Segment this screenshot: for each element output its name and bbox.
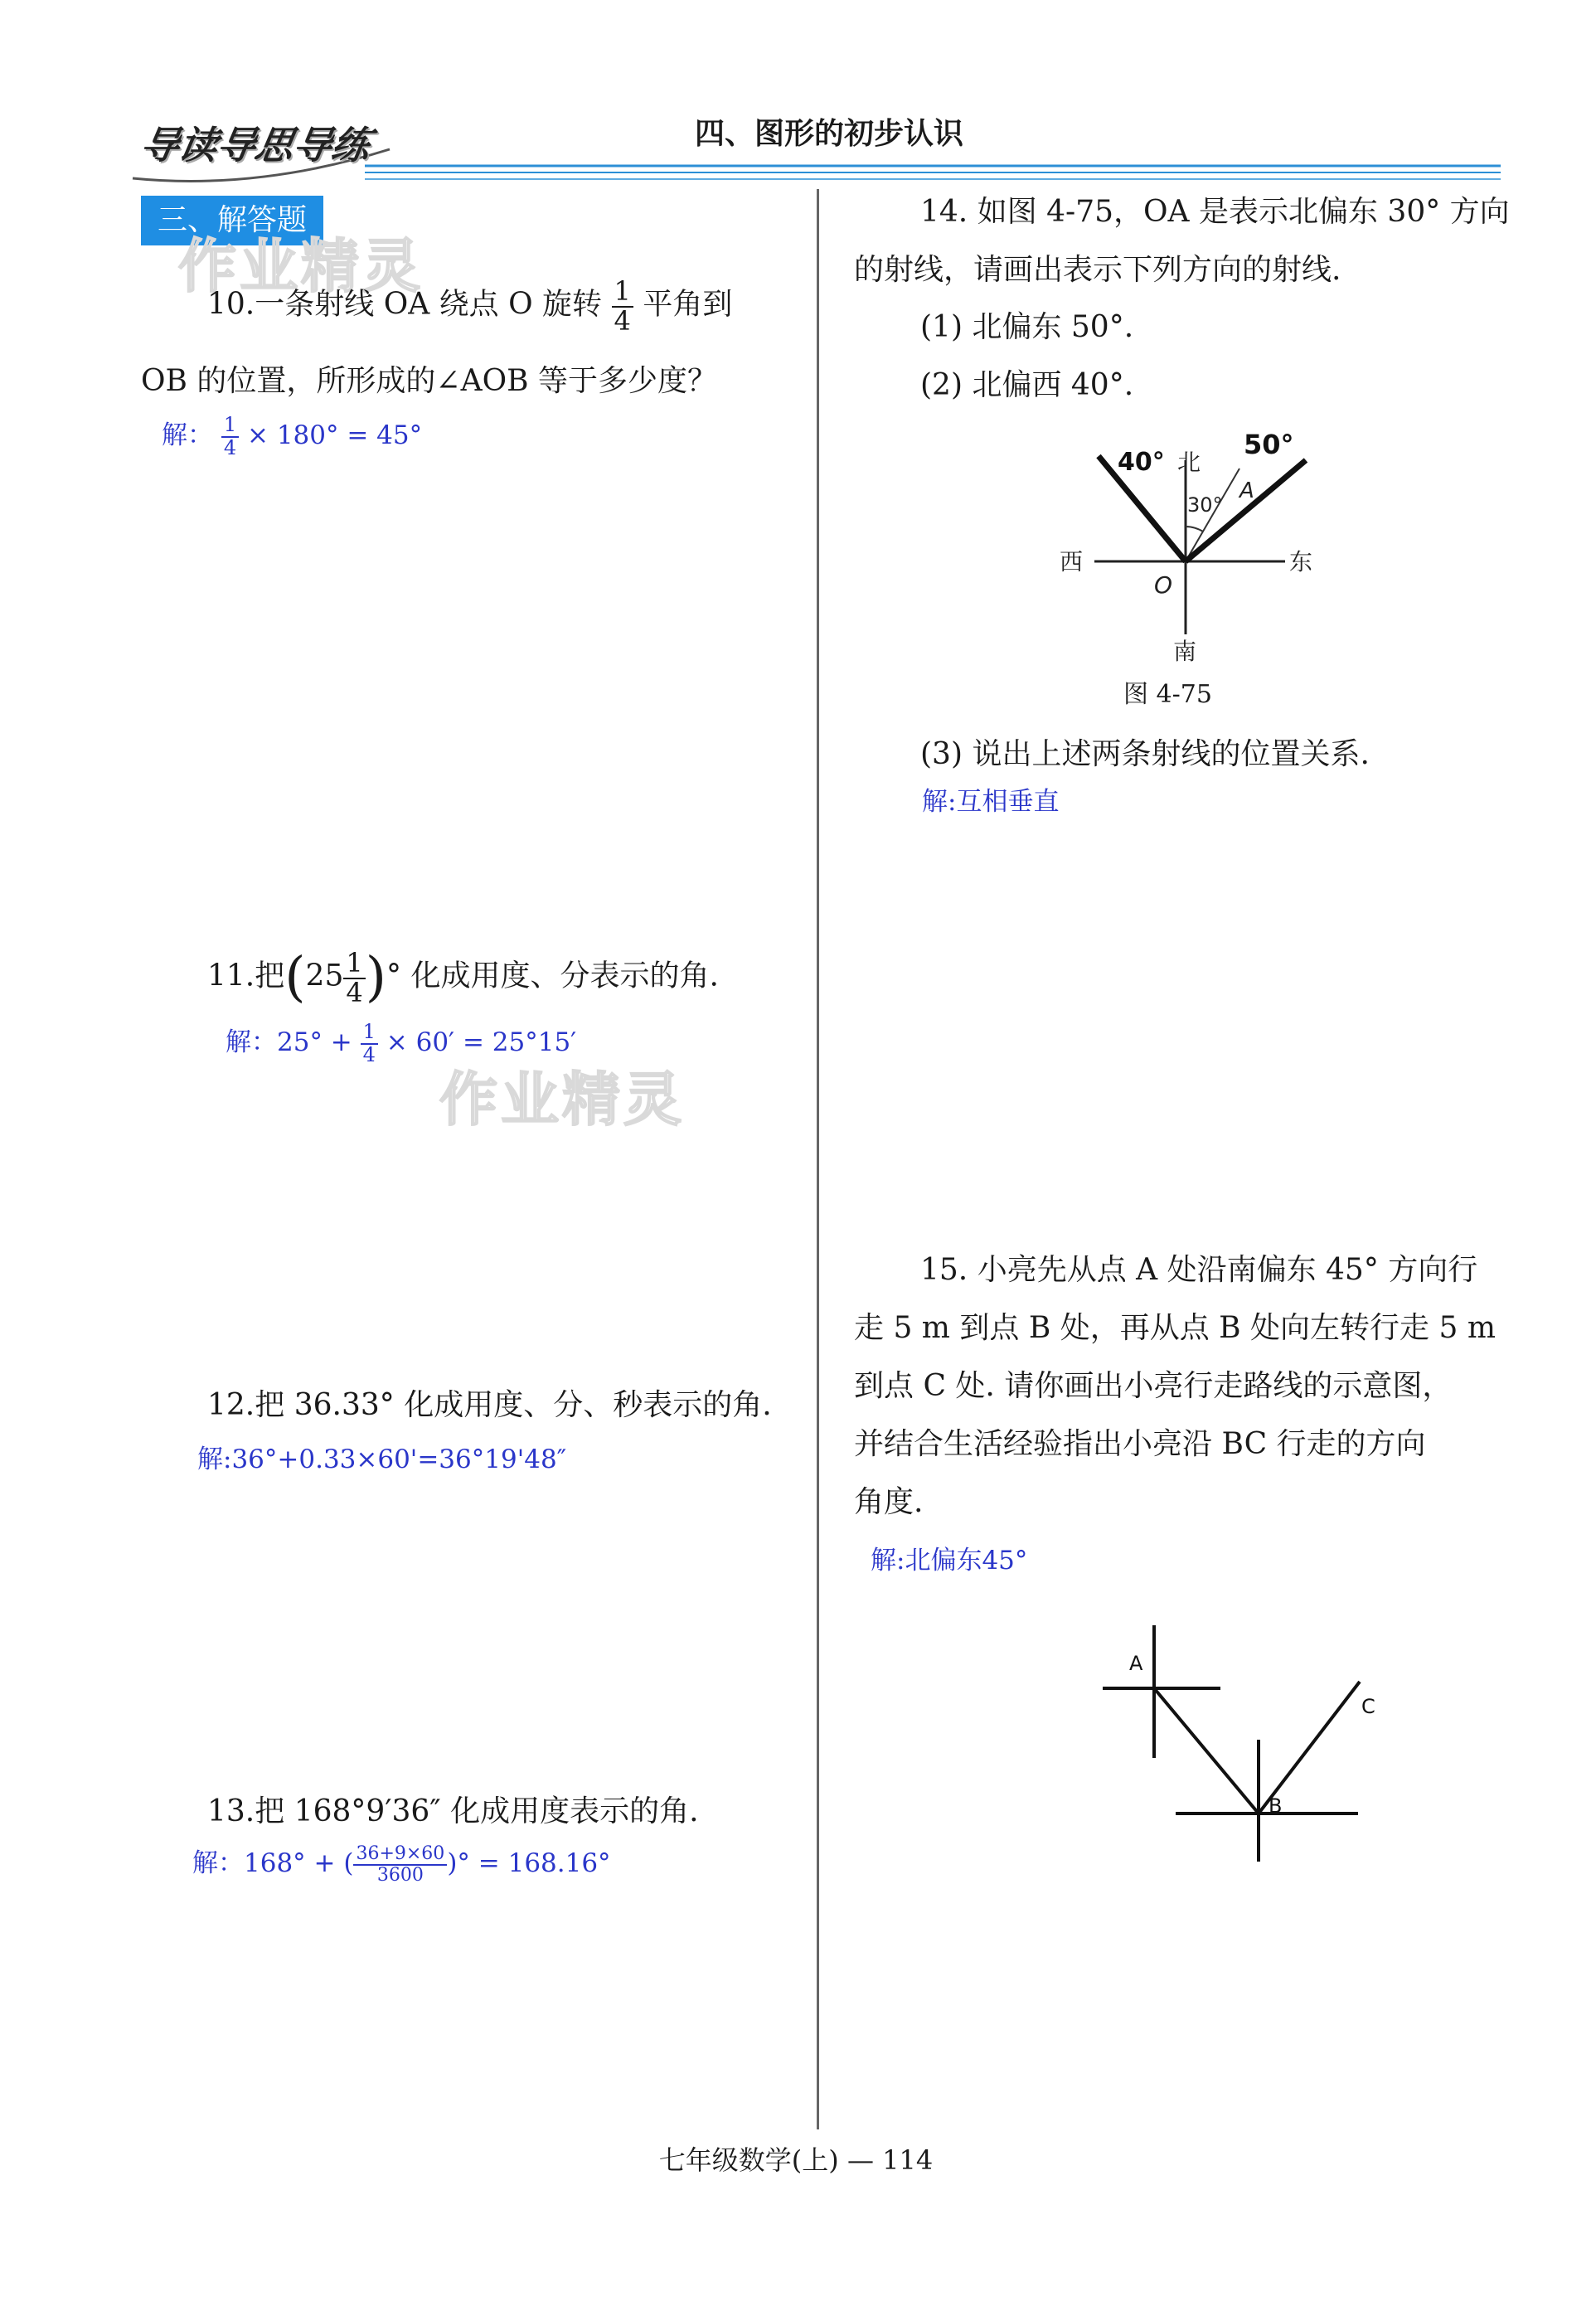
- label-o: O: [1154, 571, 1173, 599]
- label-40: 40°: [1118, 448, 1165, 477]
- watermark: 作业精灵: [439, 1066, 685, 1134]
- point-b-label: B: [1269, 1794, 1283, 1818]
- question-15-line3: 到点 C 处. 请你画出小亮行走路线的示意图，: [854, 1369, 1453, 1403]
- label-a: A: [1239, 478, 1254, 503]
- label-west: 西: [1060, 548, 1084, 575]
- label-south: 南: [1173, 638, 1197, 665]
- question-15-line4: 并结合生活经验指出小亮沿 BC 行走的方向: [854, 1427, 1426, 1461]
- answer-13: 解：168° + ( $\frac{36+9\times 60}{3600}$ )° = 168.16°: [192, 1843, 611, 1886]
- label-east: 东: [1289, 548, 1313, 575]
- question-14-item2: (2) 北偏西 40°.: [920, 368, 1134, 402]
- label-50: 50°: [1244, 429, 1294, 460]
- answer-10: 解： $\frac{1}{4}$ × 180° = 45°: [162, 413, 423, 459]
- answer-15: 解:北偏东45°: [871, 1546, 1028, 1576]
- brand-logo: 导读导思导练: [137, 123, 374, 168]
- question-13: 13.把 168°9′36″ 化成用度表示的角.: [207, 1794, 699, 1828]
- question-12: 12.把 36.33° 化成用度、分、秒表示的角.: [207, 1388, 772, 1422]
- path-ab: [1154, 1688, 1259, 1813]
- answer-11: 解：25° + $\frac{1}{4}$ × 60′ = 25°15′: [226, 1020, 577, 1066]
- point-c-label: C: [1361, 1695, 1375, 1718]
- chapter-title: 四、图形的初步认识: [694, 117, 963, 151]
- point-a-label: A: [1129, 1652, 1143, 1675]
- column-divider: [817, 189, 819, 2129]
- label-north: 北: [1177, 449, 1201, 476]
- question-11: 11.把(25 $\frac{1}{4}$ )° 化成用度、分表示的角.: [207, 946, 719, 1009]
- question-15-line5: 角度.: [854, 1485, 924, 1519]
- question-15-line1: 15. 小亮先从点 A 处沿南偏东 45° 方向行: [920, 1253, 1478, 1287]
- label-30: 30°: [1187, 493, 1223, 517]
- page-footer: 七年级数学(上) — 114: [658, 2144, 934, 2176]
- header-rule: [365, 163, 1501, 184]
- question-10-line1: 10.一条射线 OA 绕点 O 旋转 $\frac{1}{4}$ 平角到: [207, 275, 733, 337]
- walking-route-figure: [1078, 1600, 1426, 1874]
- question-14-item1: (1) 北偏东 50°.: [920, 310, 1134, 344]
- angle-arc-30: [1186, 527, 1203, 532]
- answer-12: 解:36°+0.33×60'=36°19'48″: [197, 1444, 567, 1474]
- question-10-line2: OB 的位置，所形成的∠AOB 等于多少度？: [141, 364, 717, 398]
- question-14-line2: 的射线，请画出表示下列方向的射线.: [854, 253, 1341, 287]
- question-14-line1: 14. 如图 4-75，OA 是表示北偏东 30° 方向: [920, 195, 1510, 229]
- question-15-line2: 走 5 m 到点 B 处，再从点 B 处向左转行走 5 m: [854, 1311, 1496, 1345]
- answer-14: 解:互相垂直: [922, 787, 1060, 817]
- question-14-item3: (3) 说出上述两条射线的位置关系.: [920, 737, 1370, 771]
- compass-figure-4-75: [1045, 419, 1343, 668]
- watermark: 作业精灵: [178, 232, 424, 300]
- section-badge: 三、解答题: [141, 196, 323, 245]
- figure-caption: 图 4-75: [1123, 680, 1212, 709]
